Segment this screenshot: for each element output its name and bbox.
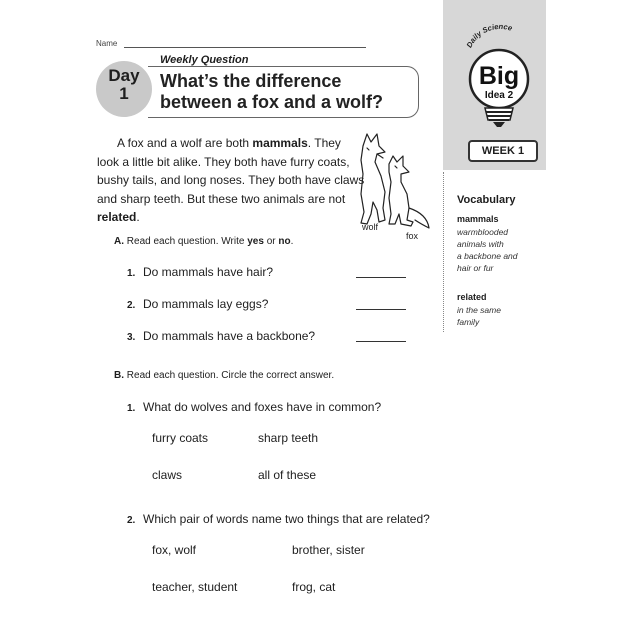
daily-science-text: Daily Science <box>464 24 514 50</box>
vocab-term-related: related <box>457 292 487 302</box>
day-word: Day <box>108 66 140 85</box>
vocabulary-title: Vocabulary <box>457 194 516 206</box>
idea-text: Idea 2 <box>484 90 514 101</box>
answer-line-a1[interactable] <box>356 277 406 278</box>
vocab-definition-related: in the same family <box>457 305 501 327</box>
question-a1: 1. Do mammals have hair? <box>127 265 274 279</box>
question-a3: 3. Do mammals have a backbone? <box>127 329 316 343</box>
reading-passage: A fox and a wolf are both mammals. They look a little bit alike. They both have furry coats, bushy tails, and long noses. They both have claws and sharp teeth. But these two animals are not related. <box>97 136 365 224</box>
day-badge <box>96 61 152 117</box>
option-b1-all-of-these[interactable]: all of these <box>258 468 317 482</box>
answer-line-a3[interactable] <box>356 341 406 342</box>
lightbulb-icon <box>455 24 543 144</box>
answer-line-a2[interactable] <box>356 309 406 310</box>
big-text: Big <box>478 62 520 90</box>
wolf-fox-illustration <box>355 128 440 236</box>
name-label: Name <box>96 39 118 48</box>
option-b2-brother-sister[interactable]: brother, sister <box>292 543 365 557</box>
section-a-instruction: A. Read each question. Write yes or no. <box>114 236 294 247</box>
option-b2-frog-cat[interactable]: frog, cat <box>292 580 336 594</box>
sidebar-divider <box>443 172 444 332</box>
title-line-2: between a fox and a wolf? <box>160 92 384 112</box>
question-b2: 2. Which pair of words name two things that are related? <box>127 512 430 526</box>
option-b1-claws[interactable]: claws <box>152 468 183 482</box>
week-badge: WEEK 1 <box>468 140 538 162</box>
title-line-1: What’s the difference <box>160 71 342 91</box>
fox-label: fox <box>406 231 419 241</box>
option-b1-sharp-teeth[interactable]: sharp teeth <box>258 431 319 445</box>
option-b2-fox-wolf[interactable]: fox, wolf <box>152 543 197 557</box>
section-b-instruction: B. Read each question. Circle the correct answer. <box>114 370 335 381</box>
page-title <box>160 71 420 113</box>
question-a2: 2. Do mammals lay eggs? <box>127 297 269 311</box>
term-mammals: mammals <box>252 136 308 150</box>
vocab-definition-mammals: warmblooded animals with a backbone and hair or fur <box>457 227 518 273</box>
term-related: related <box>97 210 137 224</box>
option-b1-furry-coats[interactable]: furry coats <box>152 431 209 445</box>
vocab-term-mammals: mammals <box>457 214 499 224</box>
day-number: 1 <box>119 84 129 103</box>
name-write-line[interactable] <box>124 47 366 48</box>
weekly-question-label: Weekly Question <box>160 54 249 66</box>
option-b2-teacher-student[interactable]: teacher, student <box>152 580 238 594</box>
question-b1: 1. What do wolves and foxes have in common? <box>127 400 382 414</box>
wolf-label: wolf <box>362 222 379 232</box>
